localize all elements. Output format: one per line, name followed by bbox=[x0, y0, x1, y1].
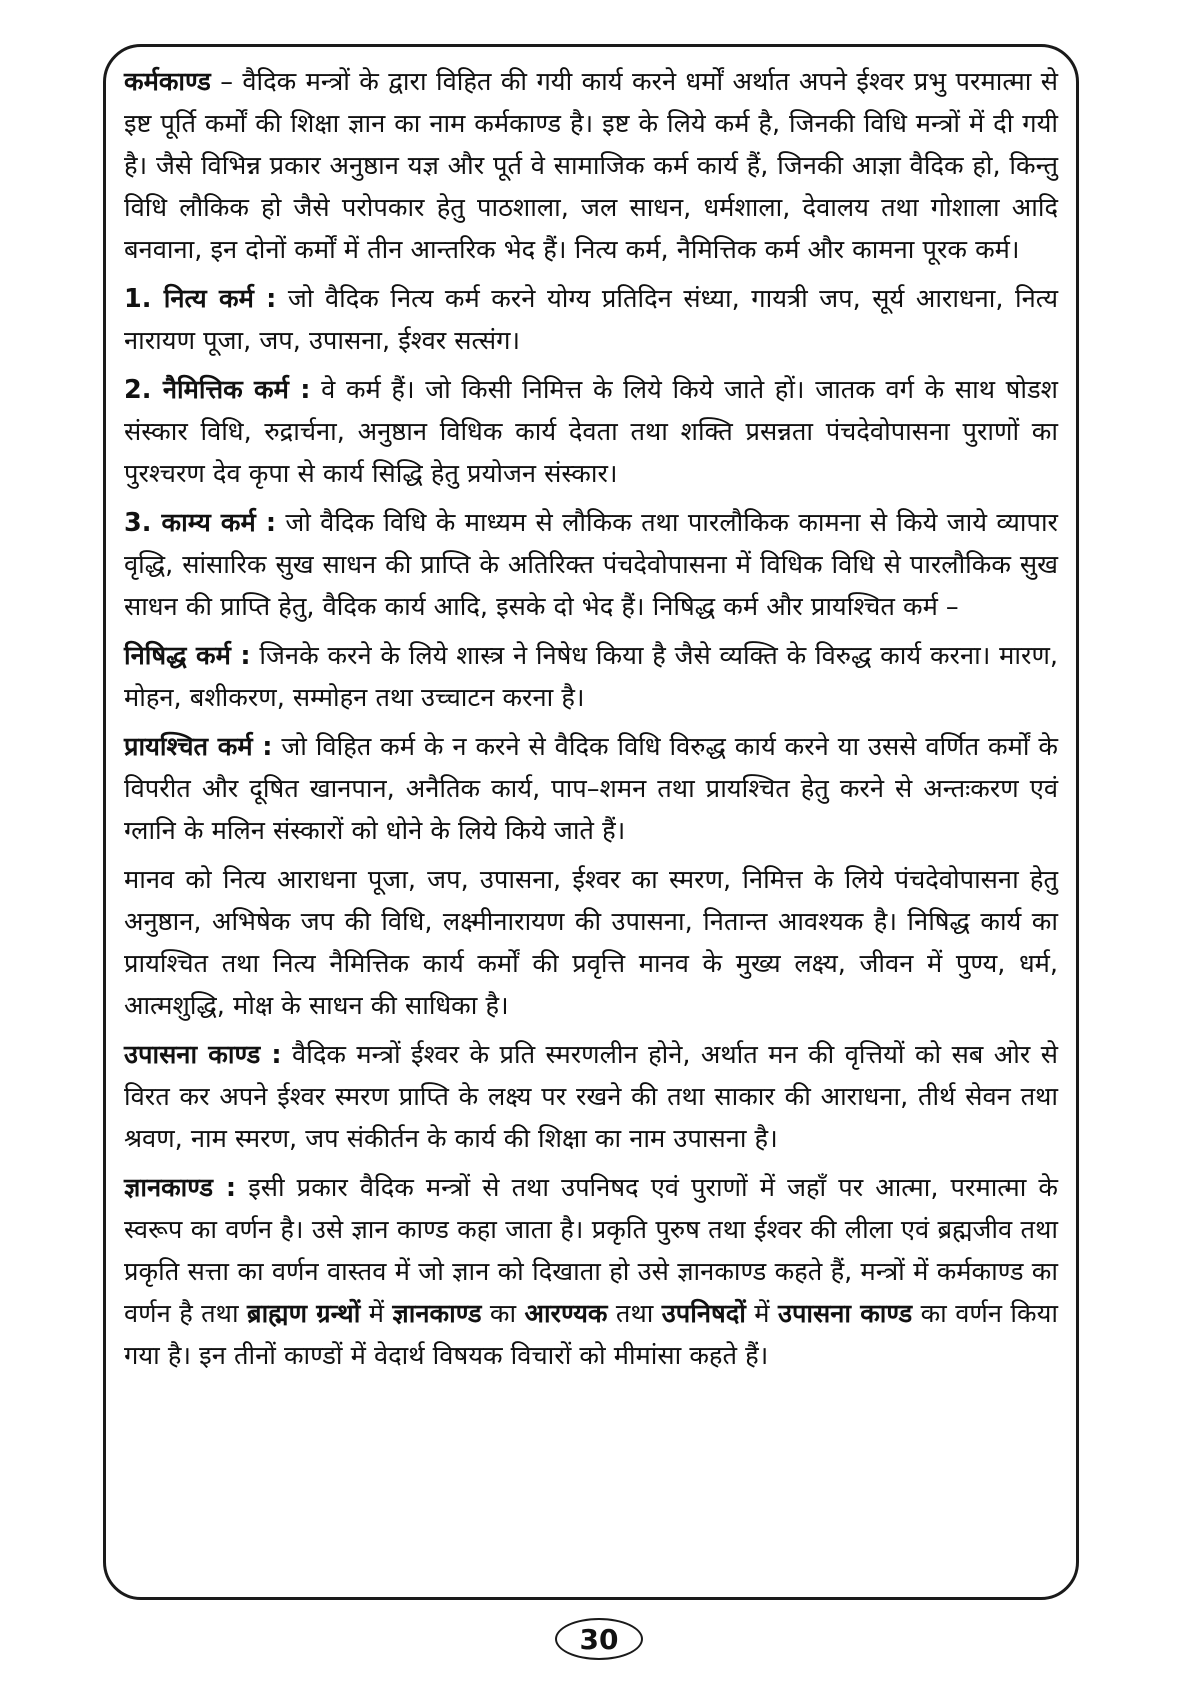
paragraph-manav bbox=[124, 859, 1058, 1027]
paragraph-text: जिनके करने के लिये शास्त्र ने निषेध किया है जैसे व्यक्ति के विरुद्ध कार्य करना। मारण, मोहन, बशीकरण, सम्मोहन तथा उच्चाटन करना है। bbox=[124, 641, 1058, 713]
paragraph-text: वैदिक मन्त्रों ईश्वर के प्रति स्मरणलीन होने, अर्थात मन की वृत्तियों को सब ओर से विरत कर अपने ईश्वर स्मरण प्राप्ति के लक्ष्य पर रखने की तथा साकार की आराधना, तीर्थ सेवन तथा श्रवण, नाम स्मरण, जप संकीर्तन के कार्य की शिक्षा का नाम उपासना है। bbox=[124, 1040, 1058, 1154]
page-number bbox=[555, 1618, 643, 1660]
paragraph-text: जो विहित कर्म के न करने से वैदिक विधि विरुद्ध कार्य करने या उससे वर्णित कर्मों के विपरीत और दूषित खानपान, अनैतिक कार्य, पाप–शमन तथा प्रायश्चित हेतु करने से अन्तःकरण एवं ग्लानि के मलिन संस्कारों को धोने के लिये किये जाते हैं। bbox=[124, 732, 1058, 846]
paragraph-heading: उपासना काण्ड : bbox=[124, 1040, 282, 1070]
paragraph-upasana-kand bbox=[124, 1034, 1058, 1160]
paragraph-text: तथा bbox=[607, 1299, 662, 1329]
bold-term-upanishad: उपनिषदों bbox=[661, 1299, 746, 1329]
content-frame bbox=[103, 44, 1079, 1600]
bold-term-aranyak: आरण्यक bbox=[524, 1299, 608, 1329]
paragraph-text: जो वैदिक विधि के माध्यम से लौकिक तथा पारलौकिक कामना से किये जाये व्यापार वृद्धि, सांसारिक सुख साधन की प्राप्ति के अतिरिक्त पंचदेवोपासना में विधिक विधि से पारलौकिक सुख साधन की प्राप्ति हेतु, वैदिक कार्य आदि, इसके दो भेद हैं। निषिद्ध कर्म और प्रायश्चित कर्म – bbox=[124, 508, 1058, 622]
paragraph-heading: निषिद्ध कर्म : bbox=[124, 641, 251, 671]
paragraph-text: वे कर्म हैं। जो किसी निमित्त के लिये किये जाते हों। जातक वर्ग के साथ षोडश संस्कार विधि, रुद्रार्चना, अनुष्ठान विधिक कार्य देवता तथा शक्ति प्रसन्नता पंचदेवोपासना पुराणों का पुरश्चरण देव कृपा से कार्य सिद्धि हेतु प्रयोजन संस्कार। bbox=[124, 375, 1058, 489]
paragraph-text: – वैदिक मन्त्रों के द्वारा विहित की गयी कार्य करने धर्मों अर्थात अपने ईश्वर प्रभु परमात्मा से इष्ट पूर्ति कर्मों की शिक्षा ज्ञान का नाम कर्मकाण्ड है। इष्ट के लिये कर्म है, जिनकी विधि मन्त्रों में दी गयी है। जैसे विभिन्न प्रकार अनुष्ठान यज्ञ और पूर्त वे सामाजिक कर्म कार्य हैं, जिनकी आज्ञा वैदिक हो, किन्तु विधि लौकिक हो जैसे परोपकार हेतु पाठशाला, जल साधन, धर्मशाला, देवालय तथा गोशाला आदि बनवाना, इन दोनों कर्मों में तीन आन्तरिक भेद हैं। नित्य कर्म, नैमित्तिक कर्म और कामना पूरक कर्म। bbox=[124, 67, 1058, 265]
paragraph-text: का वर्णन किया गया है। इन तीनों काण्डों में वेदार्थ विषयक विचारों को मीमांसा कहते हैं। bbox=[124, 1299, 1058, 1371]
bold-term-upasana-kand: उपासना काण्ड bbox=[777, 1299, 913, 1329]
paragraph-heading: प्रायश्चित कर्म : bbox=[124, 732, 273, 762]
paragraph-text: में bbox=[360, 1299, 393, 1329]
paragraph-prayashchit-karm bbox=[124, 726, 1058, 852]
paragraph-heading: 1. नित्य कर्म : bbox=[124, 284, 277, 314]
paragraph-heading: 2. नैमित्तिक कर्म : bbox=[124, 375, 311, 405]
paragraph-gyankand bbox=[124, 1167, 1058, 1377]
paragraph-text: का bbox=[481, 1299, 525, 1329]
paragraph-kamya-karm bbox=[124, 502, 1058, 628]
paragraph-text: जो वैदिक नित्य कर्म करने योग्य प्रतिदिन संध्या, गायत्री जप, सूर्य आराधना, नित्य नारायण पूजा, जप, उपासना, ईश्वर सत्संग। bbox=[124, 284, 1058, 356]
bold-term-gyankand: ज्ञानकाण्ड bbox=[392, 1299, 482, 1329]
page-number-text: 30 bbox=[579, 1622, 619, 1656]
paragraph-heading: ज्ञानकाण्ड : bbox=[124, 1173, 237, 1203]
paragraph-text: में bbox=[745, 1299, 778, 1329]
paragraph-karmakand bbox=[124, 61, 1058, 271]
paragraph-text: इसी प्रकार वैदिक मन्त्रों से तथा उपनिषद एवं पुराणों में जहाँ पर आत्मा, परमात्मा के स्वरूप का वर्णन है। उसे ज्ञान काण्ड कहा जाता है। प्रकृति पुरुष तथा ईश्वर की लीला एवं ब्रह्मजीव तथा प्रकृति सत्ता का वर्णन वास्तव में जो ज्ञान को दिखाता हो उसे ज्ञानकाण्ड कहते हैं, मन्त्रों में कर्मकाण्ड का वर्णन है तथा bbox=[124, 1173, 1058, 1329]
paragraph-text: मानव को नित्य आराधना पूजा, जप, उपासना, ईश्वर का स्मरण, निमित्त के लिये पंचदेवोपासना हेतु अनुष्ठान, अभिषेक जप की विधि, लक्ष्मीनारायण की उपासना, नितान्त आवश्यक है। निषिद्ध कार्य का प्रायश्चित तथा नित्य नैमित्तिक कार्य कर्मों की प्रवृत्ति मानव के मुख्य लक्ष्य, जीवन में पुण्य, धर्म, आत्मशुद्धि, मोक्ष के साधन की साधिका है। bbox=[124, 865, 1058, 1021]
paragraph-naimittik-karm bbox=[124, 369, 1058, 495]
paragraph-nishiddh-karm bbox=[124, 635, 1058, 719]
paragraph-nitya-karm bbox=[124, 278, 1058, 362]
bold-term-brahman-granth: ब्राह्मण ग्रन्थों bbox=[247, 1299, 361, 1329]
paragraph-heading: 3. काम्य कर्म : bbox=[124, 508, 277, 538]
paragraph-heading: कर्मकाण्ड bbox=[124, 67, 211, 97]
